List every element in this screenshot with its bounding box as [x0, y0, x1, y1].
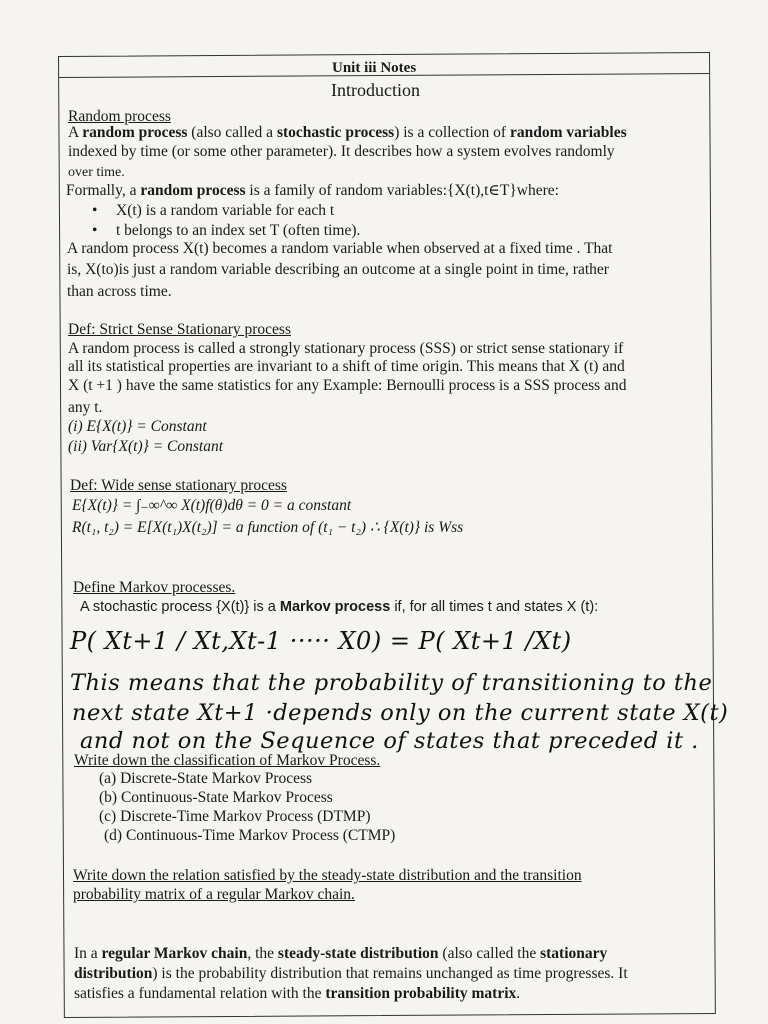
- sss-line3: X (t +1 ) have the same statistics for any Example: Bernoulli process is a SSS process and: [68, 377, 627, 394]
- text-run: Formally, a: [66, 182, 141, 199]
- handwritten-note-line2: next state Xt+1 ·depends only on the current state X(t): [72, 700, 729, 726]
- text-run: is a family of random variables:{X(t),t∈T}where:: [245, 182, 559, 199]
- random-process-paragraph2-line2: is, X(to)is just a random variable describing an outcome at a single point in time, rather: [67, 261, 609, 278]
- random-process-paragraph2-line1: A random process X(t) becomes a random variable when observed at a fixed time . That: [67, 240, 613, 257]
- text-run: In a: [74, 945, 102, 962]
- markov-definition: [80, 598, 598, 616]
- sss-line2: all its statistical properties are invariant to a shift of time origin. This means that X (t) and: [68, 358, 625, 375]
- page-title: Introduction: [331, 80, 420, 100]
- list-item: (c) Discrete-Time Markov Process (DTMP): [99, 808, 371, 825]
- sss-line1: A random process is called a strongly stationary process (SSS) or strict sense stationary if: [68, 340, 624, 357]
- text-run: (also called a: [187, 124, 277, 141]
- text-run: , the: [247, 945, 278, 962]
- unit-label: Unit iii Notes: [332, 60, 417, 76]
- list-item: • X(t) is a random variable for each t: [92, 202, 335, 219]
- bold-term: Markov process: [279, 599, 391, 615]
- bold-term: random process: [82, 124, 188, 141]
- text-run: if, for all times t and states X (t):: [390, 599, 599, 615]
- section-heading-relation-line1: Write down the relation satisfied by the steady-state distribution and the transition: [73, 867, 582, 884]
- sss-line4: any t.: [68, 399, 103, 416]
- bold-term: distribution: [74, 965, 153, 982]
- sss-equation-mean: (i) E{X(t)} = Constant: [68, 418, 207, 435]
- wss-equation-mean: E{X(t)} = ∫₋∞^∞ X(t)f(θ)dθ = 0 = a constant: [72, 497, 352, 514]
- text-run: .: [516, 985, 521, 1002]
- bold-term: random variables: [509, 124, 627, 141]
- relation-paragraph-line1: [74, 945, 607, 963]
- random-process-paragraph-line3: over time.: [68, 165, 125, 180]
- text-run: A: [68, 124, 83, 141]
- random-process-paragraph-line2: indexed by time (or some other parameter). It describes how a system evolves randomly: [68, 143, 615, 160]
- list-item: • t belongs to an index set T (often time).: [92, 222, 361, 239]
- relation-paragraph-line2: [74, 965, 628, 983]
- bold-term: random process: [140, 182, 246, 199]
- wss-equation-autocorrelation: R(t₁, t₂) = E[X(t₁)X(t₂)] = a function of (t₁ − t₂) ∴ {X(t)} is Wss: [72, 519, 464, 536]
- bullet-icon: •: [92, 222, 98, 239]
- bold-term: regular Markov chain: [101, 945, 248, 962]
- relation-paragraph-line3: [74, 985, 520, 1003]
- random-process-paragraph2-line3: than across time.: [67, 283, 172, 300]
- list-item: (b) Continuous-State Markov Process: [99, 789, 333, 806]
- text-run: satisfies a fundamental relation with the: [74, 985, 326, 1002]
- random-process-paragraph-line1: [68, 124, 627, 142]
- text-run: ) is a collection of: [394, 124, 510, 141]
- section-heading-classification: Write down the classification of Markov Process.: [74, 752, 381, 769]
- bullet-icon: •: [92, 202, 98, 219]
- handwritten-note-line3: and not on the Sequence of states that preceded it .: [80, 728, 699, 754]
- section-heading-markov: Define Markov processes.: [73, 579, 236, 596]
- formal-definition: [66, 182, 559, 200]
- bold-term: transition probability matrix: [325, 985, 517, 1002]
- section-heading-sss: Def: Strict Sense Stationary process: [68, 321, 291, 338]
- section-heading-random-process: Random process: [68, 108, 171, 125]
- section-heading-wss: Def: Wide sense stationary process: [70, 477, 287, 494]
- sss-equation-variance: (ii) Var{X(t)} = Constant: [68, 438, 224, 455]
- handwritten-markov-property: P( Xt+1 / Xt,Xt-1 ····· X0) = P( Xt+1 /Xt): [70, 627, 572, 655]
- section-heading-relation-line2: probability matrix of a regular Markov chain.: [73, 886, 355, 903]
- bold-term: stochastic process: [276, 124, 395, 141]
- bold-term: stationary: [540, 945, 608, 962]
- bold-term: steady-state distribution: [277, 945, 439, 962]
- text-run: A stochastic process {X(t)} is a: [80, 599, 280, 615]
- text-run: ) is the probability distribution that remains unchanged as time progresses. It: [152, 965, 628, 982]
- handwritten-note-line1: This means that the probability of transitioning to the: [70, 670, 713, 696]
- list-item: (d) Continuous-Time Markov Process (CTMP): [104, 827, 396, 844]
- list-item: (a) Discrete-State Markov Process: [99, 770, 313, 787]
- text-run: (also called the: [438, 945, 541, 962]
